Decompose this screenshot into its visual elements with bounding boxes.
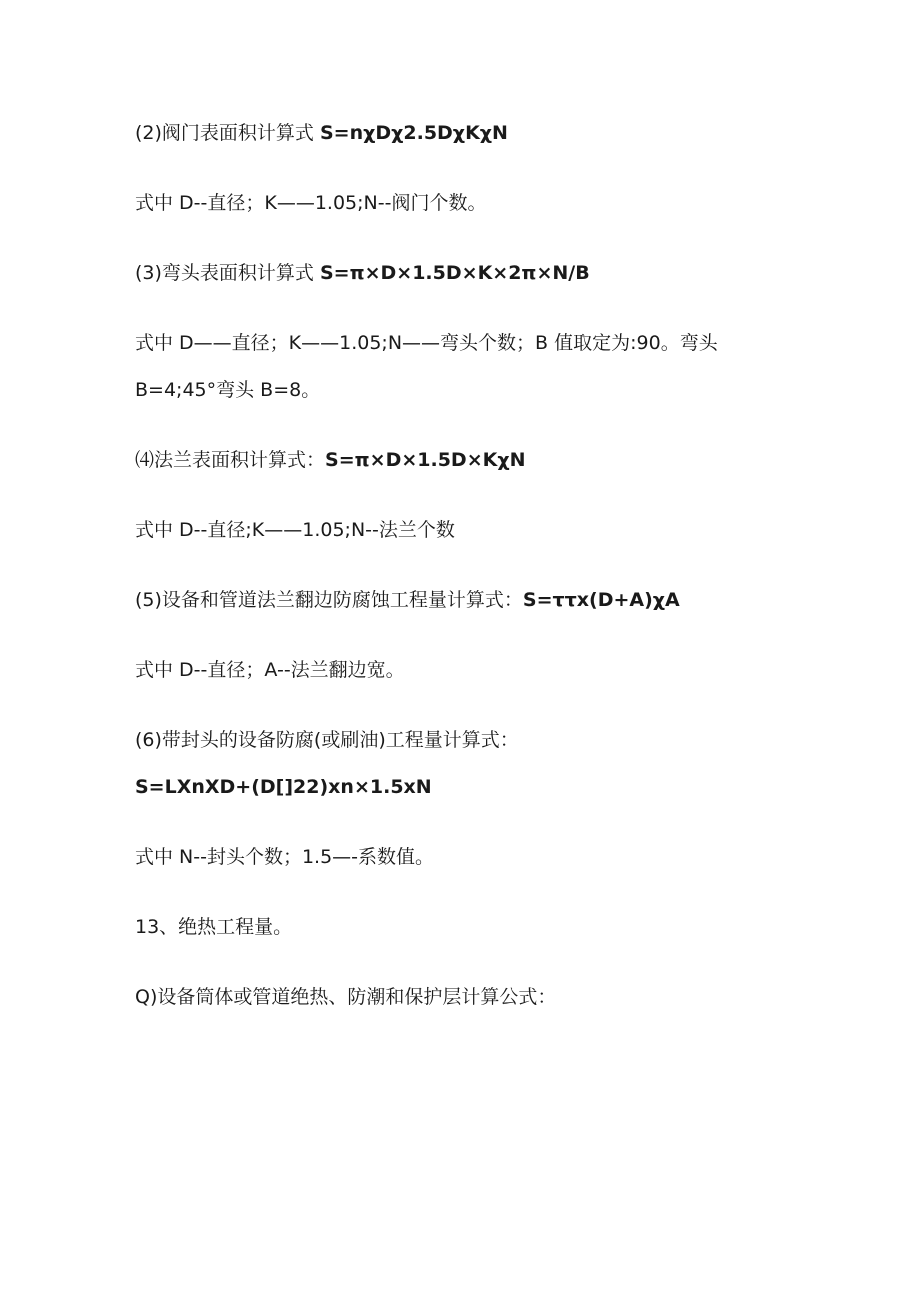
insulation-formula-heading <box>135 984 556 1010</box>
valve-area-label: (2)阀门表面积计算式 <box>135 122 320 144</box>
head-equipment-legend-text: 式中 N--封头个数；1.5—-系数值。 <box>135 846 435 868</box>
flange-flanging-formula-line <box>135 587 680 613</box>
head-equipment-heading-text: (6)带封头的设备防腐(或刷油)工程量计算式： <box>135 729 519 751</box>
valve-area-legend <box>135 190 486 216</box>
elbow-area-formula: S=π×D×1.5D×K×2π×N/B <box>319 262 590 284</box>
valve-area-formula-line <box>135 120 508 146</box>
flange-area-formula-line <box>135 447 526 473</box>
insulation-section-heading-text: 13、绝热工程量。 <box>135 916 293 938</box>
elbow-area-legend-continued <box>135 377 320 403</box>
flange-area-formula: S=π×D×1.5D×KχN <box>325 449 526 471</box>
flange-flanging-legend-text: 式中 D--直径；A--法兰翻边宽。 <box>135 659 405 681</box>
flange-flanging-legend <box>135 657 405 683</box>
elbow-area-label: (3)弯头表面积计算式 <box>135 262 320 284</box>
elbow-area-formula-line <box>135 260 590 286</box>
flange-area-label: ⑷法兰表面积计算式： <box>135 449 326 471</box>
elbow-area-legend <box>135 330 718 356</box>
head-equipment-heading <box>135 727 519 753</box>
elbow-area-legend-continued-text: B=4;45°弯头 B=8。 <box>135 379 321 401</box>
flange-area-legend-text: 式中 D--直径;K——1.05;N--法兰个数 <box>135 519 455 541</box>
head-equipment-legend <box>135 844 434 870</box>
flange-area-legend <box>135 517 455 543</box>
head-equipment-formula: S=LXnXD+(D[]22)xn×1.5xN <box>135 776 432 798</box>
elbow-area-legend-text: 式中 D——直径；K——1.05;N——弯头个数；B 值取定为:90。弯头 <box>135 332 718 354</box>
flange-flanging-formula: S=ττx(D+A)χA <box>522 589 680 611</box>
flange-flanging-label: (5)设备和管道法兰翻边防腐蚀工程量计算式： <box>135 589 523 611</box>
insulation-formula-heading-text: Q)设备筒体或管道绝热、防潮和保护层计算公式： <box>135 986 557 1008</box>
insulation-section-heading <box>135 914 292 940</box>
head-equipment-formula-line <box>135 774 432 800</box>
valve-area-formula: S=nχDχ2.5DχKχN <box>319 122 508 144</box>
valve-area-legend-text: 式中 D--直径；K——1.05;N--阀门个数。 <box>135 192 487 214</box>
